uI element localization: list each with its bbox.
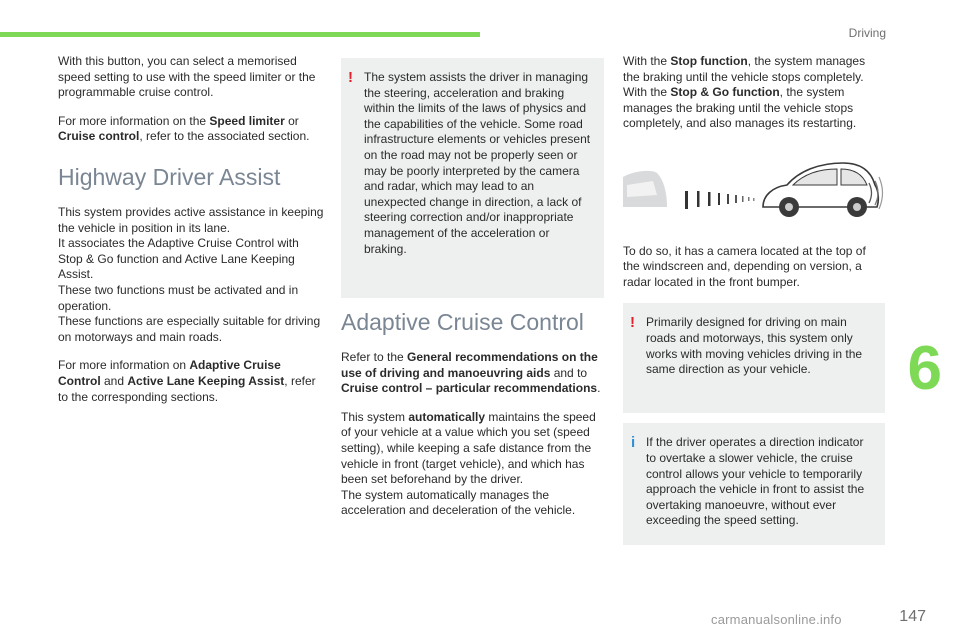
text-run: , the system manages the braking until the vehicle stops completely, and also manages its restarting. <box>623 85 857 131</box>
automatic-paragraph <box>341 410 604 519</box>
text-run: For more information on the <box>58 113 210 128</box>
emphasis-automatically: automatically <box>408 409 486 424</box>
text-run: This system <box>341 409 409 424</box>
text-run: , refer to the corresponding sections. <box>58 373 316 404</box>
link-active-lane-keeping: Active Lane Keeping Assist <box>127 373 285 388</box>
emphasis-stop-go-function: Stop & Go function <box>670 85 780 100</box>
text-run: maintains the speed of your vehicle at a value which you set (speed setting), while keeping a safe distance from the vehicle in front (target vehicle), and which has been set beforehand by the driver. <box>341 409 596 487</box>
text-run: With the <box>623 54 671 68</box>
warning-text: Primarily designed for driving on main roads and motorways, this system only works with moving vehicles driving in the same direction as your vehicle. <box>646 315 863 377</box>
text-run: and <box>100 373 128 388</box>
car-radar-illustration <box>623 151 885 227</box>
text-run: For more information on <box>58 358 190 373</box>
chapter-number: 6 <box>907 334 942 403</box>
warning-icon: ! <box>348 69 353 86</box>
refer-paragraph <box>58 358 326 405</box>
emphasis-stop-function: Stop function <box>670 54 748 68</box>
text-run: or <box>284 113 299 128</box>
text-run: With the <box>623 85 671 100</box>
link-cruise-control: Cruise control <box>58 129 140 144</box>
text-line: The system automatically manages the acceleration and deceleration of the vehicle. <box>341 487 576 518</box>
top-accent-bar <box>0 32 480 37</box>
warning-box-main-roads <box>623 303 885 413</box>
link-adaptive-cruise-control: Adaptive Cruise Control <box>58 358 281 388</box>
text-line: This system provides active assistance in keeping the vehicle in position in its lane. <box>58 204 324 235</box>
column-2 <box>341 58 604 532</box>
text-run: . <box>597 381 601 396</box>
warning-box <box>341 58 604 298</box>
text-line: These functions are especially suitable for driving on motorways and main roads. <box>58 314 321 344</box>
link-speed-limiter: Speed limiter <box>209 113 285 128</box>
column-3 <box>623 54 885 545</box>
column-1 <box>58 54 326 418</box>
info-box-overtake <box>623 423 885 545</box>
page-number: 147 <box>899 608 926 625</box>
heading-adaptive-cruise-control: Adaptive Cruise Control <box>341 309 584 335</box>
stop-functions-paragraph <box>623 54 885 132</box>
warning-text: The system assists the driver in managing the steering, acceleration and braking within the limits of the laws of physics and the capabilities of the vehicle. Some road infrastructure elements or vehicles present on the road may not be properly seen or may be poorly interpreted by the camera and radar, which may lead to an unexpected change in direction, a lack of steering correction and/or inappropriate management of the acceleration or braking. <box>364 70 591 256</box>
link-general-recommendations: General recommendations on the use of driving and manoeuvring aids <box>341 350 598 380</box>
text-run: , refer to the associated section. <box>139 129 310 144</box>
intro-paragraph: With this button, you can select a memorised speed setting to use with the speed limiter or the programmable cruise control. <box>58 54 316 100</box>
text-run: Refer to the <box>341 350 408 364</box>
text-line: It associates the Adaptive Cruise Control with Stop & Go function and Active Lane Keeping Assist. <box>58 236 299 282</box>
section-label: Driving <box>848 26 886 40</box>
recommendations-paragraph <box>341 350 604 397</box>
heading-highway-driver-assist: Highway Driver Assist <box>58 163 281 190</box>
warning-icon: ! <box>630 314 635 332</box>
info-text: If the driver operates a direction indicator to overtake a slower vehicle, the cruise control allows your vehicle to temporarily approach the vehicle in front to assist the overtaking manoeuvre, without ever exceeding the speed setting. <box>646 435 865 528</box>
watermark: carmanualsonline.info <box>711 612 842 627</box>
link-cruise-recommendations: Cruise control – particular recommendations <box>341 381 598 396</box>
highway-paragraph <box>58 205 326 345</box>
text-run: , the system manages the braking until the vehicle stops completely. <box>623 54 866 84</box>
info-icon: i <box>631 434 636 452</box>
text-line: These two functions must be activated and in operation. <box>58 282 299 313</box>
text-run: and to <box>550 365 588 380</box>
more-info-paragraph <box>58 114 326 145</box>
camera-radar-paragraph: To do so, it has a camera located at the top of the windscreen and, depending on version, a radar located in the front bumper. <box>623 243 866 289</box>
